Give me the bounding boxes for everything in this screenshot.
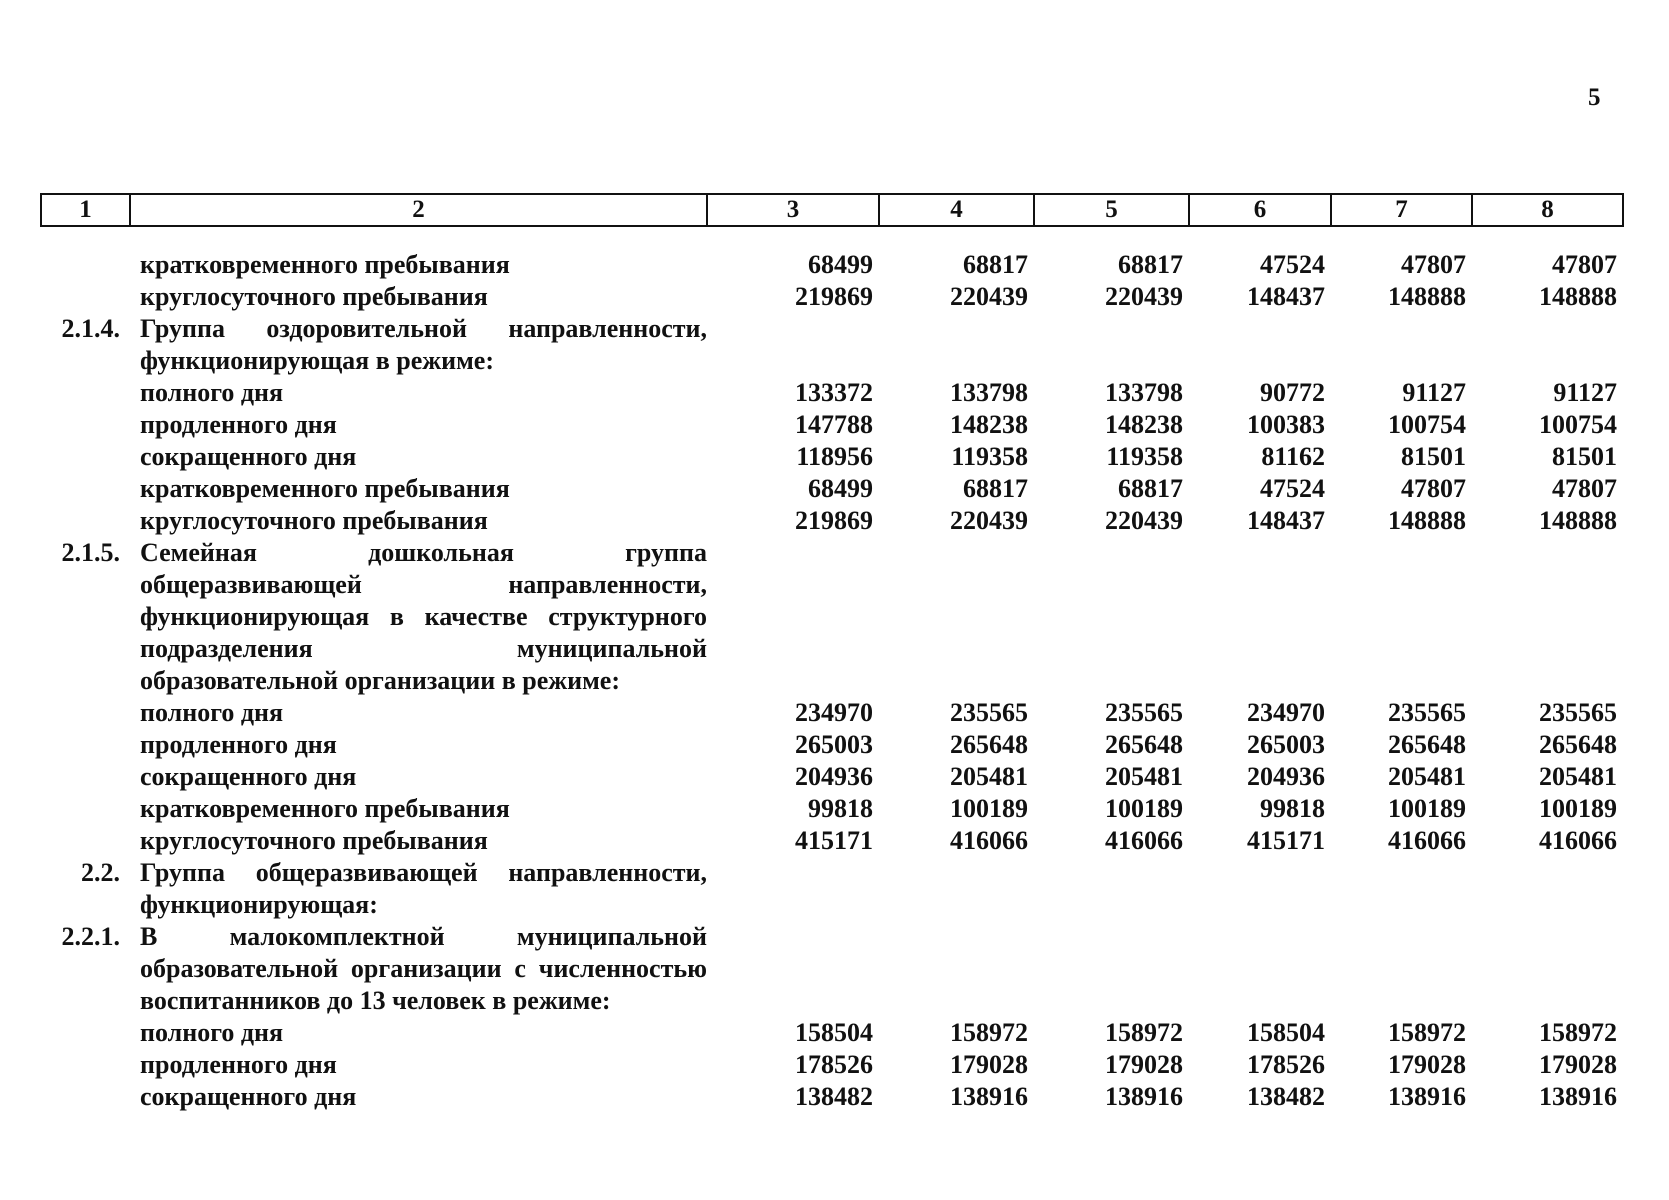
table-row xyxy=(41,1017,1623,1049)
table-row xyxy=(41,1049,1623,1081)
value-cell-col-7 xyxy=(1331,921,1472,1017)
value-cell-col-3: 68499 xyxy=(808,474,873,503)
value-cell-col-8: 158972 xyxy=(1539,1018,1617,1047)
value-cell-col-6: 148437 xyxy=(1247,282,1325,311)
row-number xyxy=(41,793,130,825)
table-row xyxy=(41,793,1623,825)
value-cell-col-8: 81501 xyxy=(1552,442,1617,471)
value-cell-col-3: 133372 xyxy=(795,378,873,407)
value-cell-col-6: 415171 xyxy=(1247,826,1325,855)
value-cell-col-4 xyxy=(879,857,1034,921)
row-number xyxy=(41,761,130,793)
value-cell-col-3: 265003 xyxy=(795,730,873,759)
row-number xyxy=(41,281,130,313)
row-name: круглосуточного пребывания xyxy=(140,826,488,855)
value-cell-col-7: 47807 xyxy=(1401,250,1466,279)
value-cell-col-3 xyxy=(707,857,879,921)
column-header-4: 4 xyxy=(879,194,1034,226)
value-cell-col-4: 68817 xyxy=(963,250,1028,279)
data-table xyxy=(40,193,1624,1113)
value-cell-col-7: 416066 xyxy=(1388,826,1466,855)
value-cell-col-4: 68817 xyxy=(963,474,1028,503)
value-cell-col-5: 265648 xyxy=(1105,730,1183,759)
value-cell-col-3: 158504 xyxy=(795,1018,873,1047)
value-cell-col-4: 119358 xyxy=(951,442,1028,471)
value-cell-col-5: 68817 xyxy=(1118,474,1183,503)
row-name: полного дня xyxy=(140,698,284,727)
table-row xyxy=(41,281,1623,313)
value-cell-col-8 xyxy=(1472,537,1623,697)
table-row xyxy=(41,441,1623,473)
value-cell-col-3 xyxy=(707,537,879,697)
row-name: круглосуточного пребывания xyxy=(140,282,488,311)
value-cell-col-8: 265648 xyxy=(1539,730,1617,759)
row-name: В малокомплектной муниципальной образовательной организации с численностью воспитанников до 13 человек в режиме: xyxy=(140,922,707,1015)
value-cell-col-3: 219869 xyxy=(795,506,873,535)
value-cell-col-7: 179028 xyxy=(1388,1050,1466,1079)
column-header-7: 7 xyxy=(1331,194,1472,226)
table-row xyxy=(41,249,1623,281)
value-cell-col-8: 100189 xyxy=(1539,794,1617,823)
value-cell-col-6: 100383 xyxy=(1247,410,1325,439)
value-cell-col-4: 235565 xyxy=(950,698,1028,727)
value-cell-col-7: 265648 xyxy=(1388,730,1466,759)
value-cell-col-5: 220439 xyxy=(1105,506,1183,535)
value-cell-col-3: 204936 xyxy=(795,762,873,791)
row-number: 2.2. xyxy=(81,858,120,887)
row-name: полного дня xyxy=(140,1018,284,1047)
value-cell-col-3: 118956 xyxy=(796,442,873,471)
row-number xyxy=(41,409,130,441)
row-name: Семейная дошкольная группа общеразвивающей направленности, функционирующая в качестве структурного подразделения муниципальной образовательной организации в режиме: xyxy=(140,538,707,695)
value-cell-col-8: 47807 xyxy=(1552,250,1617,279)
value-cell-col-7: 148888 xyxy=(1388,506,1466,535)
row-number: 2.1.5. xyxy=(61,538,120,567)
value-cell-col-3 xyxy=(707,921,879,1017)
value-cell-col-5: 100189 xyxy=(1105,794,1183,823)
row-name: продленного дня xyxy=(140,410,337,439)
column-header-2: 2 xyxy=(130,194,707,226)
value-cell-col-8: 179028 xyxy=(1539,1050,1617,1079)
value-cell-col-3: 99818 xyxy=(808,794,873,823)
value-cell-col-3: 178526 xyxy=(795,1050,873,1079)
value-cell-col-6: 138482 xyxy=(1247,1082,1325,1111)
value-cell-col-3: 147788 xyxy=(795,410,873,439)
value-cell-col-8: 205481 xyxy=(1539,762,1617,791)
row-number xyxy=(41,1017,130,1049)
value-cell-col-4 xyxy=(879,313,1034,377)
value-cell-col-7: 205481 xyxy=(1388,762,1466,791)
column-header-8: 8 xyxy=(1472,194,1623,226)
value-cell-col-3: 219869 xyxy=(795,282,873,311)
value-cell-col-7: 91127 xyxy=(1402,378,1466,407)
value-cell-col-7: 235565 xyxy=(1388,698,1466,727)
table-row xyxy=(41,473,1623,505)
value-cell-col-4: 138916 xyxy=(950,1082,1028,1111)
header-spacer xyxy=(41,226,1623,249)
value-cell-col-8: 148888 xyxy=(1539,506,1617,535)
value-cell-col-5: 148238 xyxy=(1105,410,1183,439)
row-number xyxy=(41,441,130,473)
value-cell-col-7: 100189 xyxy=(1388,794,1466,823)
table-header xyxy=(41,194,1623,226)
value-cell-col-8: 91127 xyxy=(1553,378,1617,407)
value-cell-col-5 xyxy=(1034,537,1189,697)
value-cell-col-6: 178526 xyxy=(1247,1050,1325,1079)
value-cell-col-8 xyxy=(1472,921,1623,1017)
value-cell-col-3: 234970 xyxy=(795,698,873,727)
value-cell-col-7 xyxy=(1331,313,1472,377)
value-cell-col-6 xyxy=(1189,537,1331,697)
row-number xyxy=(41,729,130,761)
row-name: кратковременного пребывания xyxy=(140,794,510,823)
row-name: Группа общеразвивающей направленности, функционирующая: xyxy=(140,858,707,919)
value-cell-col-7: 100754 xyxy=(1388,410,1466,439)
value-cell-col-5: 119358 xyxy=(1106,442,1183,471)
value-cell-col-3: 68499 xyxy=(808,250,873,279)
value-cell-col-5: 220439 xyxy=(1105,282,1183,311)
value-cell-col-5: 205481 xyxy=(1105,762,1183,791)
page-number: 5 xyxy=(1588,84,1601,111)
value-cell-col-7: 81501 xyxy=(1401,442,1466,471)
value-cell-col-4: 133798 xyxy=(950,378,1028,407)
table-row xyxy=(41,505,1623,537)
value-cell-col-4: 220439 xyxy=(950,282,1028,311)
table-row xyxy=(41,1081,1623,1113)
row-name: кратковременного пребывания xyxy=(140,474,510,503)
value-cell-col-8 xyxy=(1472,313,1623,377)
value-cell-col-8: 235565 xyxy=(1539,698,1617,727)
row-name: продленного дня xyxy=(140,1050,337,1079)
value-cell-col-4: 416066 xyxy=(950,826,1028,855)
value-cell-col-4: 265648 xyxy=(950,730,1028,759)
table-row xyxy=(41,729,1623,761)
value-cell-col-6: 148437 xyxy=(1247,506,1325,535)
row-name: полного дня xyxy=(140,378,284,407)
row-number xyxy=(41,377,130,409)
row-name: сокращенного дня xyxy=(140,442,357,471)
value-cell-col-6: 81162 xyxy=(1261,442,1325,471)
value-cell-col-5 xyxy=(1034,921,1189,1017)
value-cell-col-8 xyxy=(1472,857,1623,921)
row-number: 2.2.1. xyxy=(61,922,120,951)
value-cell-col-3: 138482 xyxy=(795,1082,873,1111)
table-row xyxy=(41,377,1623,409)
value-cell-col-6: 47524 xyxy=(1260,474,1325,503)
value-cell-col-7: 138916 xyxy=(1388,1082,1466,1111)
row-number xyxy=(41,825,130,857)
table-row xyxy=(41,313,1623,377)
row-number xyxy=(41,505,130,537)
value-cell-col-6: 47524 xyxy=(1260,250,1325,279)
table-row xyxy=(41,825,1623,857)
row-name: Группа оздоровительной направленности, функционирующая в режиме: xyxy=(140,314,707,375)
row-number xyxy=(41,473,130,505)
row-number xyxy=(41,1049,130,1081)
value-cell-col-6 xyxy=(1189,921,1331,1017)
row-number: 2.1.4. xyxy=(61,314,120,343)
value-cell-col-7 xyxy=(1331,537,1472,697)
table-row xyxy=(41,697,1623,729)
value-cell-col-6 xyxy=(1189,857,1331,921)
value-cell-col-5: 138916 xyxy=(1105,1082,1183,1111)
table-row xyxy=(41,761,1623,793)
value-cell-col-7: 148888 xyxy=(1388,282,1466,311)
header-row xyxy=(41,194,1623,226)
row-name: кратковременного пребывания xyxy=(140,250,510,279)
value-cell-col-5: 158972 xyxy=(1105,1018,1183,1047)
row-number xyxy=(41,1081,130,1113)
row-name: продленного дня xyxy=(140,730,337,759)
value-cell-col-4: 179028 xyxy=(950,1050,1028,1079)
value-cell-col-6: 204936 xyxy=(1247,762,1325,791)
row-name: круглосуточного пребывания xyxy=(140,506,488,535)
value-cell-col-3 xyxy=(707,313,879,377)
column-header-1: 1 xyxy=(41,194,130,226)
table-row xyxy=(41,857,1623,921)
value-cell-col-7: 47807 xyxy=(1401,474,1466,503)
value-cell-col-7: 158972 xyxy=(1388,1018,1466,1047)
value-cell-col-6: 90772 xyxy=(1260,378,1325,407)
value-cell-col-5: 68817 xyxy=(1118,250,1183,279)
value-cell-col-5: 179028 xyxy=(1105,1050,1183,1079)
row-name: сокращенного дня xyxy=(140,1082,357,1111)
value-cell-col-6: 265003 xyxy=(1247,730,1325,759)
value-cell-col-4 xyxy=(879,537,1034,697)
value-cell-col-5 xyxy=(1034,313,1189,377)
value-cell-col-8: 416066 xyxy=(1539,826,1617,855)
value-cell-col-6: 158504 xyxy=(1247,1018,1325,1047)
value-cell-col-3: 415171 xyxy=(795,826,873,855)
column-header-3: 3 xyxy=(707,194,879,226)
value-cell-col-8: 138916 xyxy=(1539,1082,1617,1111)
value-cell-col-5 xyxy=(1034,857,1189,921)
table-body xyxy=(41,226,1623,1113)
value-cell-col-4: 220439 xyxy=(950,506,1028,535)
value-cell-col-5: 416066 xyxy=(1105,826,1183,855)
row-number xyxy=(41,697,130,729)
value-cell-col-4: 205481 xyxy=(950,762,1028,791)
value-cell-col-6 xyxy=(1189,313,1331,377)
row-number xyxy=(41,249,130,281)
value-cell-col-8: 47807 xyxy=(1552,474,1617,503)
value-cell-col-5: 235565 xyxy=(1105,698,1183,727)
value-cell-col-4: 148238 xyxy=(950,410,1028,439)
value-cell-col-7 xyxy=(1331,857,1472,921)
column-header-5: 5 xyxy=(1034,194,1189,226)
column-header-6: 6 xyxy=(1189,194,1331,226)
value-cell-col-4: 158972 xyxy=(950,1018,1028,1047)
value-cell-col-5: 133798 xyxy=(1105,378,1183,407)
row-name: сокращенного дня xyxy=(140,762,357,791)
value-cell-col-6: 99818 xyxy=(1260,794,1325,823)
value-cell-col-6: 234970 xyxy=(1247,698,1325,727)
value-cell-col-8: 100754 xyxy=(1539,410,1617,439)
value-cell-col-4: 100189 xyxy=(950,794,1028,823)
table-row xyxy=(41,921,1623,1017)
value-cell-col-4 xyxy=(879,921,1034,1017)
value-cell-col-8: 148888 xyxy=(1539,282,1617,311)
table-row xyxy=(41,409,1623,441)
table-row xyxy=(41,537,1623,697)
